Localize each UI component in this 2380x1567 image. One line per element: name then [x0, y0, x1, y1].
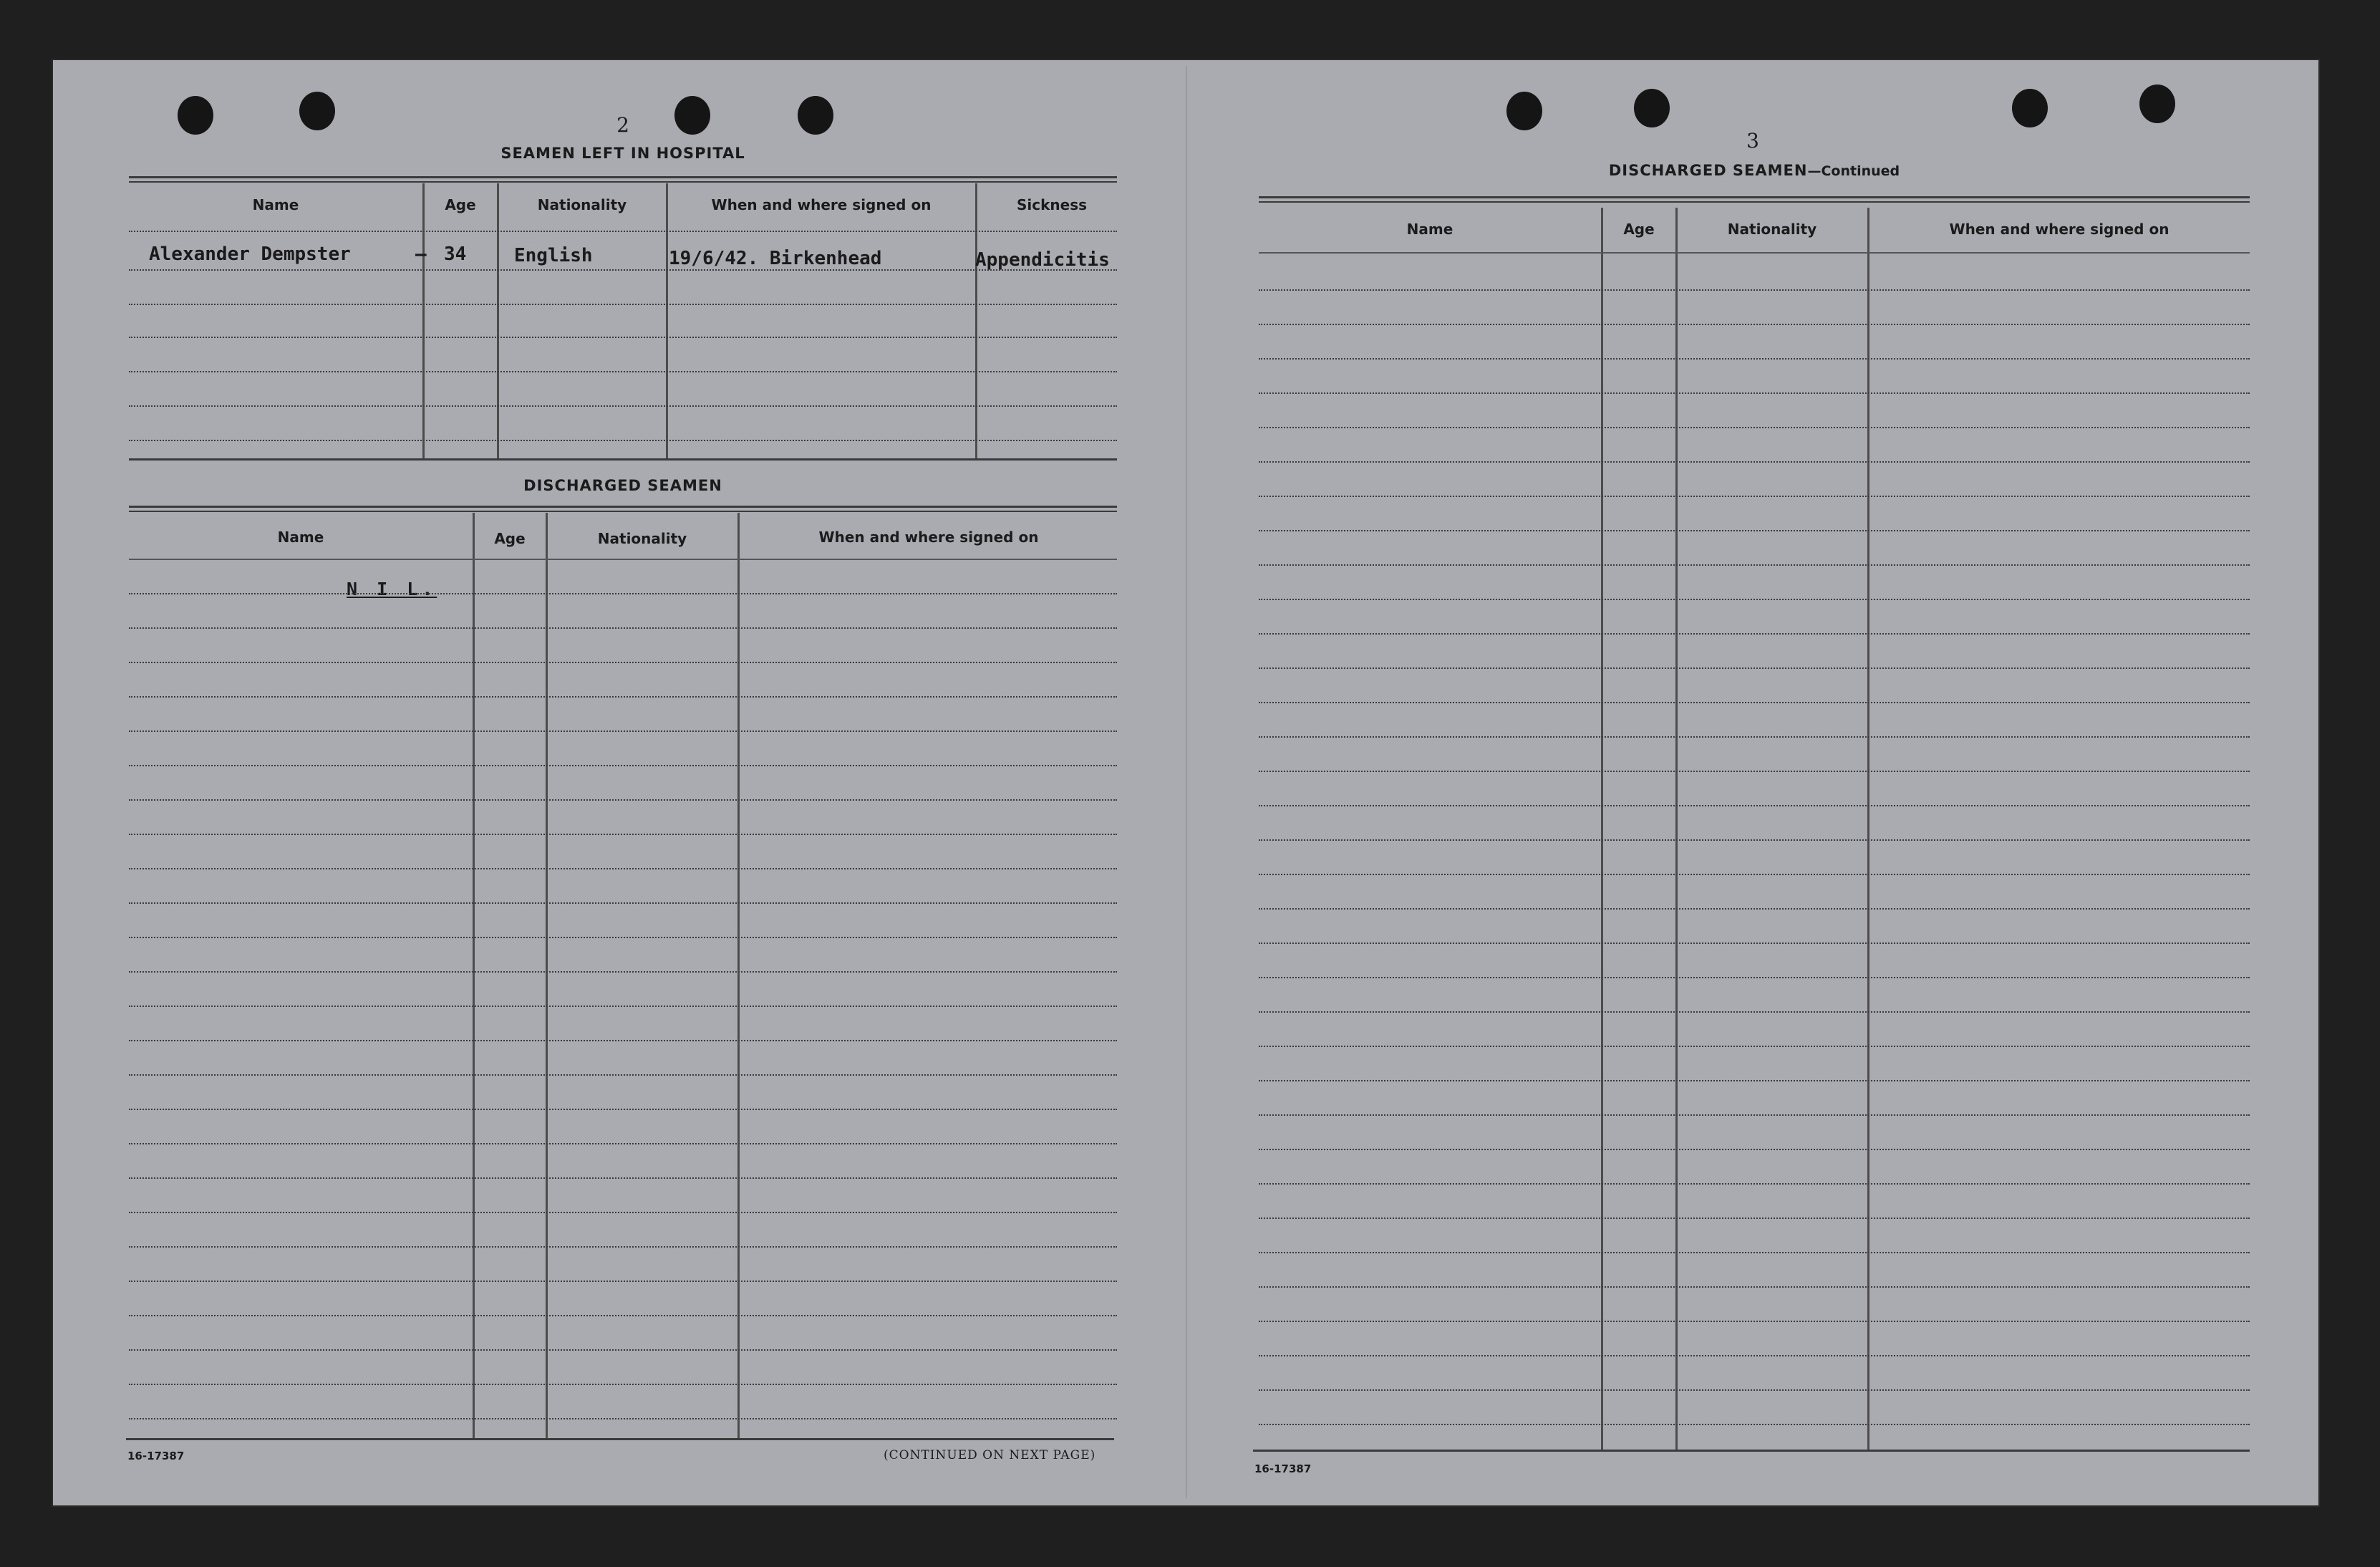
- row-line: [1259, 530, 2250, 531]
- sickness: Appendicitis: [975, 249, 1110, 271]
- row-line: [1259, 633, 2250, 635]
- punch-hole: [674, 96, 710, 135]
- column-header-age: Age: [1623, 221, 1655, 238]
- column-header-age: Age: [494, 530, 526, 547]
- row-line: [1259, 667, 2250, 669]
- punch-hole: [1634, 89, 1670, 127]
- column-divider: [473, 513, 475, 1440]
- row-line: [1259, 1218, 2250, 1219]
- header-rule: [1259, 252, 2250, 254]
- row-line: [129, 1040, 1117, 1041]
- row-line: [1259, 1114, 2250, 1116]
- row-line: [1259, 1355, 2250, 1356]
- row-line: [129, 371, 1117, 372]
- row-line: [129, 405, 1117, 407]
- column-header-signed-on: When and where signed on: [1949, 221, 2169, 238]
- column-header-sickness: Sickness: [1016, 196, 1088, 213]
- column-divider: [422, 183, 425, 460]
- row-line: [1259, 1424, 2250, 1425]
- punch-hole: [299, 92, 335, 130]
- column-divider: [497, 183, 499, 460]
- punch-hole: [2139, 85, 2175, 123]
- header-rule: [129, 559, 1117, 560]
- row-line: [129, 731, 1117, 732]
- table-top-rule: [129, 506, 1117, 508]
- row-line: [129, 696, 1117, 698]
- table-top-rule: [1259, 201, 2250, 203]
- row-line: [129, 440, 1117, 441]
- row-line: [1259, 942, 2250, 944]
- table-bottom-rule: [129, 458, 1117, 461]
- row-line: [1259, 599, 2250, 600]
- column-header-nationality: Nationality: [1727, 221, 1817, 238]
- entry-dash: –: [415, 244, 427, 265]
- row-line: [129, 1074, 1117, 1076]
- center-fold: [1186, 66, 1187, 1498]
- row-line: [129, 937, 1117, 938]
- row-line: [1259, 839, 2250, 841]
- row-line: [1259, 289, 2250, 291]
- column-divider: [737, 513, 740, 1440]
- column-divider: [1601, 208, 1603, 1451]
- punch-hole: [2012, 89, 2048, 127]
- table-top-rule: [1259, 196, 2250, 198]
- row-line: [1259, 702, 2250, 703]
- seaman-name: Alexander Dempster: [149, 244, 351, 265]
- row-line: [129, 765, 1117, 766]
- column-divider: [546, 513, 548, 1440]
- table-top-rule: [129, 181, 1117, 183]
- row-line: [1259, 461, 2250, 463]
- form-code: 16-17387: [1254, 1462, 1312, 1475]
- row-line: [1259, 977, 2250, 978]
- page-number: 2: [616, 113, 629, 137]
- row-line: [129, 304, 1117, 305]
- column-divider: [1675, 208, 1678, 1451]
- row-line: [129, 627, 1117, 629]
- column-header-nationality: Nationality: [537, 196, 627, 213]
- seaman-nationality: English: [514, 245, 593, 266]
- row-line: [1259, 1183, 2250, 1185]
- table-top-rule: [129, 176, 1117, 178]
- row-line: [129, 1246, 1117, 1248]
- row-line: [129, 868, 1117, 869]
- title-suffix: —Continued: [1807, 163, 1900, 179]
- row-line: [129, 834, 1117, 835]
- row-line: [1259, 1286, 2250, 1288]
- row-line: [129, 1349, 1117, 1351]
- row-line: [129, 1418, 1117, 1419]
- row-line: [1259, 1149, 2250, 1150]
- row-line: [1259, 1321, 2250, 1322]
- row-line: [1259, 1080, 2250, 1081]
- row-line: [129, 902, 1117, 904]
- row-line: [129, 593, 1117, 594]
- column-header-name: Name: [277, 529, 324, 546]
- discharged-continued-title: [1532, 162, 1976, 179]
- form-code: 16-17387: [127, 1450, 185, 1462]
- row-line: [1259, 874, 2250, 875]
- row-line: [1259, 1046, 2250, 1047]
- row-line: [129, 1281, 1117, 1282]
- row-line: [129, 1384, 1117, 1385]
- punch-hole: [178, 96, 213, 135]
- row-line: [1259, 1011, 2250, 1013]
- row-line: [129, 1315, 1117, 1316]
- row-line: [1259, 771, 2250, 772]
- row-line: [129, 269, 1117, 271]
- row-line: [1259, 1389, 2250, 1391]
- row-line: [129, 1109, 1117, 1110]
- column-divider: [1867, 208, 1869, 1451]
- column-divider: [975, 183, 977, 460]
- row-line: [129, 1006, 1117, 1007]
- row-line: [129, 1212, 1117, 1213]
- column-header-name: Name: [252, 196, 299, 213]
- row-line: [1259, 908, 2250, 910]
- signed-on-date-place: 19/6/42. Birkenhead: [669, 248, 882, 269]
- row-line: [129, 799, 1117, 801]
- row-line: [129, 971, 1117, 973]
- continued-note: (CONTINUED ON NEXT PAGE): [884, 1448, 1096, 1462]
- row-line: [1259, 324, 2250, 325]
- row-line: [1259, 1252, 2250, 1253]
- title-text: DISCHARGED SEAMEN: [1608, 162, 1808, 179]
- seaman-age: 34: [444, 244, 467, 265]
- row-line: [1259, 564, 2250, 566]
- page-number: 3: [1746, 129, 1759, 153]
- punch-hole: [1506, 92, 1542, 130]
- table-top-rule: [129, 511, 1117, 512]
- hospital-section-title: SEAMEN LEFT IN HOSPITAL: [500, 145, 745, 162]
- row-line: [129, 231, 1117, 232]
- row-line: [1259, 736, 2250, 738]
- column-header-name: Name: [1406, 221, 1453, 238]
- row-line: [1259, 805, 2250, 806]
- column-divider: [666, 183, 668, 460]
- row-line: [1259, 427, 2250, 428]
- table-bottom-rule: [126, 1438, 1114, 1440]
- row-line: [1259, 392, 2250, 394]
- table-bottom-rule: [1253, 1450, 2250, 1452]
- row-line: [129, 662, 1117, 663]
- row-line: [129, 1177, 1117, 1179]
- discharged-section-title: DISCHARGED SEAMEN: [523, 477, 722, 494]
- column-header-age: Age: [445, 196, 476, 213]
- column-header-signed-on: When and where signed on: [818, 529, 1039, 546]
- row-line: [1259, 358, 2250, 360]
- row-line: [129, 1143, 1117, 1144]
- column-header-signed-on: When and where signed on: [711, 196, 932, 213]
- row-line: [129, 337, 1117, 338]
- row-line: [1259, 496, 2250, 497]
- nil-entry: N I L.: [347, 579, 437, 599]
- column-header-nationality: Nationality: [597, 530, 687, 547]
- punch-hole: [798, 96, 833, 135]
